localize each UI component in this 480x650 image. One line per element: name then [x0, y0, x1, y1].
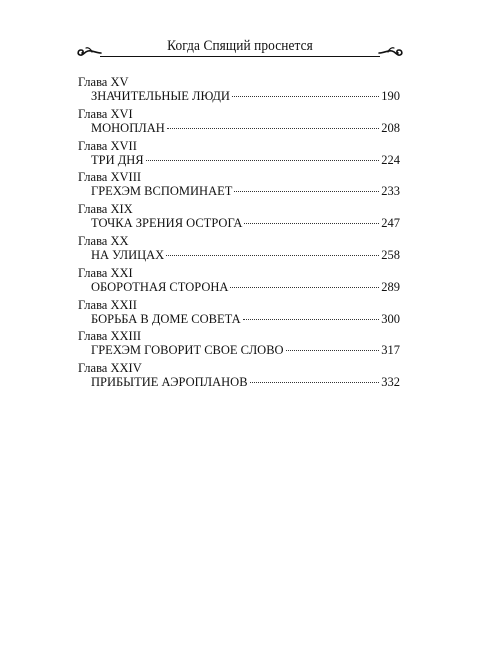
toc-entry — [78, 170, 400, 202]
toc-entry — [78, 298, 400, 330]
toc-entry — [78, 202, 400, 234]
toc-entry-line — [78, 248, 400, 263]
chapter-title: ПРИБЫТИЕ АЭРОПЛАНОВ — [91, 375, 248, 390]
toc-entry — [78, 139, 400, 171]
toc-entry — [78, 107, 400, 139]
toc-entry — [78, 234, 400, 266]
chapter-title: ОБОРОТНАЯ СТОРОНА — [91, 279, 229, 294]
header-title: Когда Спящий проснется — [167, 38, 313, 54]
toc-entry-line — [78, 121, 400, 136]
chapter-title: ТРИ ДНЯ — [91, 152, 144, 167]
dot-leader — [234, 191, 379, 192]
toc-entry — [78, 266, 400, 298]
page-number: 258 — [381, 247, 400, 262]
dot-leader — [167, 128, 379, 129]
table-of-contents — [78, 75, 400, 393]
toc-entry-line — [78, 375, 400, 390]
dot-leader — [166, 255, 379, 256]
chapter-label: Глава XXI — [78, 265, 133, 280]
page-number: 289 — [381, 279, 400, 294]
header-rule — [100, 56, 380, 57]
running-header — [0, 36, 480, 66]
chapter-label: Глава XX — [78, 233, 129, 248]
chapter-title: НА УЛИЦАХ — [91, 247, 165, 262]
toc-entry-line — [78, 184, 400, 199]
dot-leader — [146, 160, 380, 161]
chapter-label: Глава XXIII — [78, 329, 142, 344]
chapter-title: БОРЬБА В ДОМЕ СОВЕТА — [91, 311, 241, 326]
toc-entry-line — [78, 89, 400, 104]
dot-leader — [232, 96, 379, 97]
toc-entry — [78, 361, 400, 393]
dot-leader — [243, 319, 380, 320]
toc-entry — [78, 75, 400, 107]
page-number: 224 — [381, 152, 400, 167]
chapter-title: МОНОПЛАН — [91, 120, 165, 135]
page-number: 247 — [381, 216, 400, 231]
flourish-ornament-icon — [378, 44, 404, 60]
toc-entry-line — [78, 153, 400, 168]
dot-leader — [250, 382, 380, 383]
chapter-label: Глава XXII — [78, 297, 137, 312]
dot-leader — [244, 223, 379, 224]
chapter-label: Глава XVII — [78, 138, 137, 153]
chapter-label: Глава XVI — [78, 106, 133, 121]
dot-leader — [286, 350, 380, 351]
page-number: 208 — [381, 120, 400, 135]
page-number: 233 — [381, 184, 400, 199]
chapter-label: Глава XXIV — [78, 361, 142, 376]
chapter-title: ТОЧКА ЗРЕНИЯ ОСТРОГА — [91, 216, 243, 231]
page-number: 332 — [381, 375, 400, 390]
toc-entry — [78, 329, 400, 361]
page-number: 190 — [381, 89, 400, 103]
chapter-title: ГРЕХЭМ ГОВОРИТ СВОЕ СЛОВО — [91, 343, 284, 358]
chapter-label: Глава XV — [78, 75, 129, 89]
dot-leader — [230, 287, 379, 288]
chapter-title: ГРЕХЭМ ВСПОМИНАЕТ — [91, 184, 233, 199]
toc-entry-line — [78, 343, 400, 358]
toc-entry-line — [78, 312, 400, 327]
page-number: 300 — [381, 311, 400, 326]
page-number: 317 — [381, 343, 400, 358]
chapter-title: ЗНАЧИТЕЛЬНЫЕ ЛЮДИ — [91, 89, 230, 103]
chapter-label: Глава XVIII — [78, 170, 142, 185]
toc-entry-line — [78, 280, 400, 295]
toc-entry-line — [78, 216, 400, 231]
chapter-label: Глава XIX — [78, 202, 133, 217]
